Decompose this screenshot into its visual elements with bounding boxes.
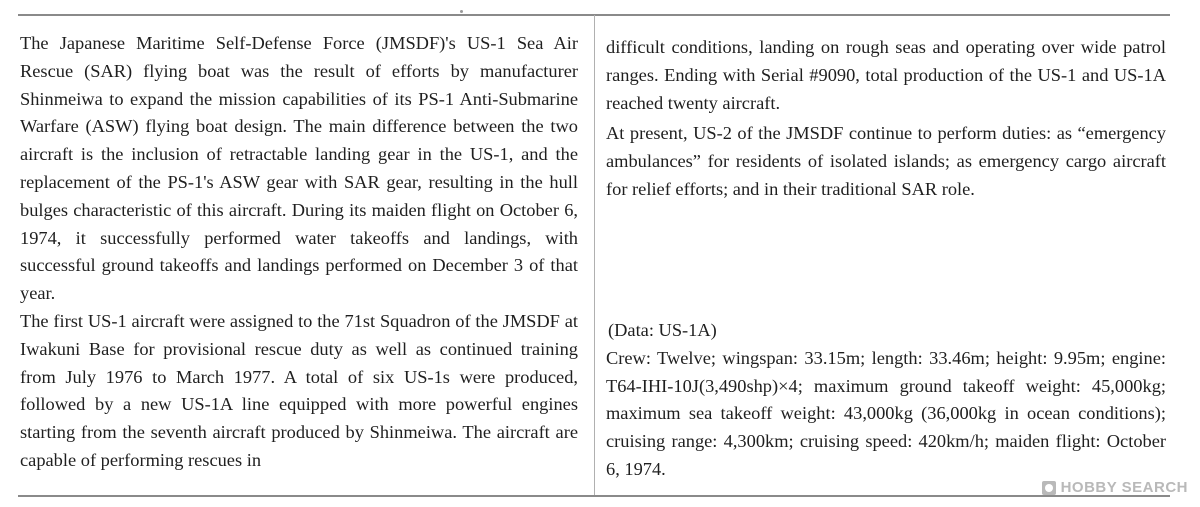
left-paragraph-2: The first US-1 aircraft were assigned to the 71st Squadron of the JMSDF at Iwakuni Base for provisional rescue duty as well as continued training from July 1976 to March 1977. A total of six US-1s were produced, followed by a new US-1A line equipped with more powerful engines starting from the seventh aircraft produced by Shinmeiwa. The aircraft are capable of performing rescues in: [20, 310, 578, 470]
specifications-label: (Data: US-1A): [608, 320, 717, 340]
right-paragraph-2: At present, US-2 of the JMSDF continue to perform duties: as “emergency ambulances” for residents of isolated islands; as emergency cargo aircraft for relief efforts; and in their traditional SAR role.: [606, 123, 1166, 199]
specifications-block: [606, 317, 1166, 484]
left-paragraph-1: The Japanese Maritime Self-Defense Force (JMSDF)'s US-1 Sea Air Rescue (SAR) flying boat was the result of efforts by manufacturer Shinmeiwa to expand the mission capabilities of its PS-1 Anti-Submarine Warfare (ASW) flying boat design. The main difference between the two aircraft is the inclusion of retractable landing gear in the US-1, and the replacement of the PS-1's ASW gear with SAR gear, resulting in the hull bulges characteristic of this aircraft. During its maiden flight on October 6, 1974, it successfully performed water takeoffs and landings, with successful ground takeoffs and landings performed on December 3 of that year.: [20, 33, 578, 304]
watermark-text: HOBBY SEARCH: [1060, 479, 1188, 496]
specifications-text: Crew: Twelve; wingspan: 33.15m; length: 33.46m; height: 9.95m; engine: T64-IHI-10J(3,490shp)×4; maximum ground takeoff weight: 45,000kg; maximum sea takeoff weight: 43,000kg (36,000kg in ocean conditions); cruising range: 4,300km; cruising speed: 420km/h; maiden flight: October 6, 1974.: [606, 347, 1166, 479]
column-divider: [594, 15, 595, 495]
right-paragraph-1: difficult conditions, landing on rough seas and operating over wide patrol ranges. Ending with Serial #9090, total production of the US-1 and US-1A reached twenty aircraft.: [606, 37, 1166, 113]
right-text-column: [606, 34, 1166, 479]
left-text-column: [20, 30, 578, 475]
bottom-rule: [18, 495, 1170, 497]
hobby-search-logo-icon: [1042, 481, 1056, 495]
scan-dot-mark: [460, 10, 463, 13]
hobby-search-watermark: [1042, 479, 1188, 496]
